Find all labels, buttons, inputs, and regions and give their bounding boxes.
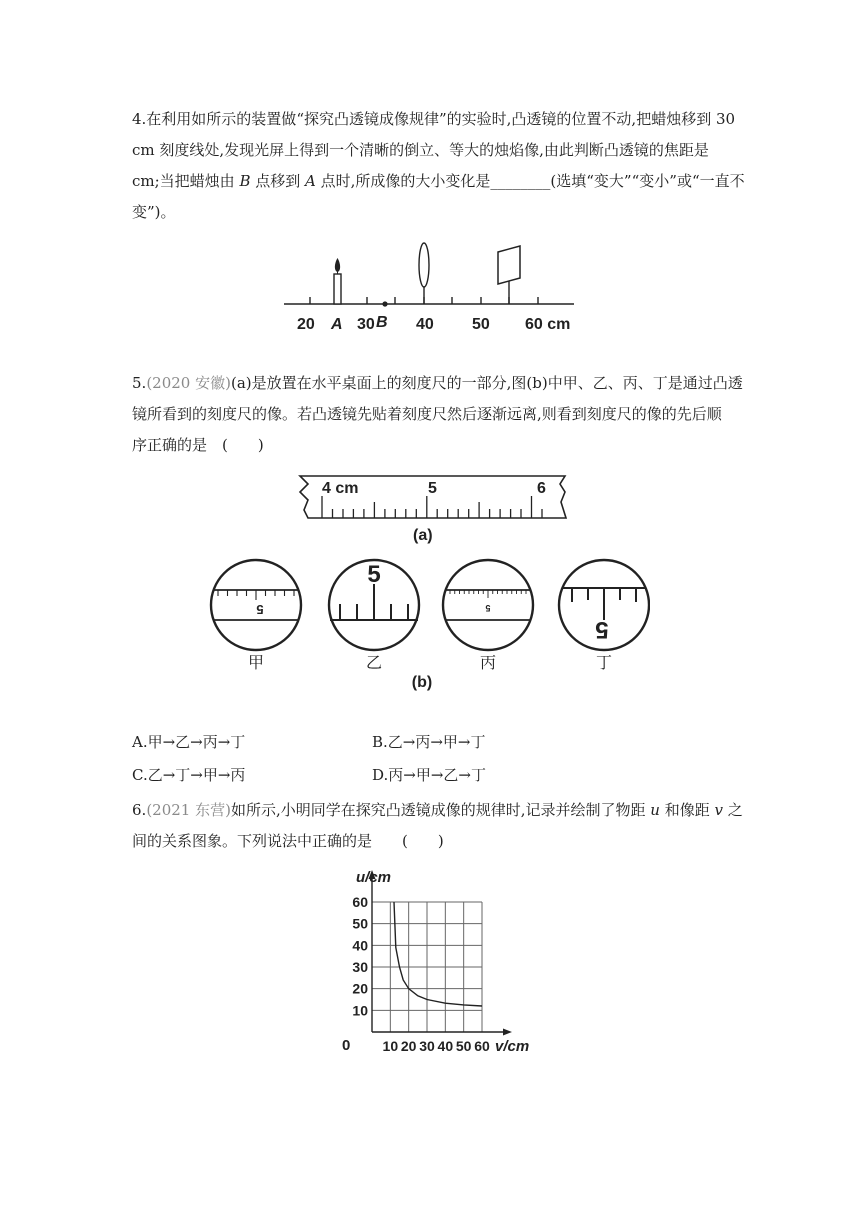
x-tick-label: 60	[474, 1038, 490, 1054]
chart-grid	[372, 902, 482, 1032]
q6-line-2: 间的关系图象。下列说法中正确的是 ( )	[132, 832, 444, 850]
question-6	[132, 795, 743, 857]
q5-number: 5.	[132, 374, 147, 392]
x-tick-label: 10	[382, 1038, 399, 1054]
q6-number: 6.	[132, 801, 147, 819]
q4-line-3-c: 点移到	[250, 172, 306, 190]
point-b-ref: B	[239, 172, 251, 190]
yi-digit: 5	[367, 561, 381, 588]
q6-line-1-a: 如所示,小明同学在探究凸透镜成像的规律时,记录并绘制了物距	[230, 801, 651, 819]
point-a-ref: A	[305, 172, 316, 190]
q4-line-3-e: 点时,所成像的大小变化是________(选填“变大”“变小”或“一直不	[315, 172, 745, 190]
y-tick-label: 60	[352, 894, 368, 910]
option-c[interactable]: C.乙→丁→甲→丙	[132, 766, 246, 784]
x-tick-label: 30	[419, 1038, 435, 1054]
chart-x-label: v/cm	[495, 1038, 530, 1055]
light-screen	[498, 246, 520, 304]
x-axis-arrow	[503, 1029, 512, 1036]
lens-view-yi	[329, 560, 419, 650]
q4-line-3-a: cm;当把蜡烛由	[132, 172, 240, 190]
v-symbol: v	[714, 801, 723, 819]
option-b[interactable]: B.乙→丙→甲→丁	[372, 733, 486, 751]
bench-label-50: 50	[472, 316, 490, 333]
bench-label-30: 30	[357, 316, 375, 333]
bench-label-a: A	[331, 316, 343, 333]
x-tick-label: 40	[437, 1038, 454, 1054]
q6-line-1-c: 之	[722, 801, 743, 819]
x-tick-label: 20	[400, 1038, 417, 1054]
q5-source: (2020 安徽)	[146, 374, 231, 392]
u-symbol: u	[650, 801, 660, 819]
optical-bench-figure	[280, 240, 580, 335]
q5-line-3: 序正确的是 ( )	[132, 436, 264, 454]
q5-line-1-text: (a)是放置在水平桌面上的刻度尺的一部分,图(b)中甲、乙、丙、丁是通过凸透	[230, 374, 743, 392]
bench-label-60: 60 cm	[525, 316, 571, 333]
ruler-caption: (a)	[413, 527, 433, 544]
candle	[334, 258, 341, 304]
y-tick-label: 40	[352, 937, 368, 954]
q4-line-4: 变”)。	[132, 203, 176, 221]
ding-digit-rotated: 5	[595, 616, 609, 643]
y-tick-label: 50	[352, 915, 368, 932]
q4-line-1: 4.在利用如所示的装置做“探究凸透镜成像规律”的实验时,凸透镜的位置不动,把蜡烛移到 30	[132, 110, 736, 128]
q6-line-1	[132, 795, 743, 826]
question-4	[132, 104, 745, 228]
bench-label-20: 20	[297, 316, 315, 333]
ruler-figure	[290, 470, 580, 550]
chart-y-label: u/cm	[356, 869, 392, 886]
bing-digit-rotated: 5	[485, 603, 491, 613]
q5-line-1	[132, 368, 743, 399]
bench-label-b: B	[376, 314, 388, 331]
lens-label-yi: 乙	[365, 655, 383, 672]
ruler-label-6: 6	[537, 480, 546, 497]
convex-lens	[419, 243, 429, 304]
ruler-label-5: 5	[428, 480, 437, 497]
lens-views-figure	[200, 556, 650, 691]
lens-view-jia	[211, 560, 301, 650]
q4-line-2: cm 刻度线处,发现光屏上得到一个清晰的倒立、等大的烛焰像,由此判断凸透镜的焦距是	[132, 141, 709, 159]
jia-digit-rotated: 5	[256, 602, 264, 617]
flame-icon	[335, 258, 340, 272]
y-tick-label: 10	[352, 1002, 368, 1019]
q4-line-3	[132, 166, 745, 197]
y-tick-label: 30	[352, 959, 368, 975]
bench-label-40: 40	[416, 316, 434, 333]
uv-curve	[394, 902, 482, 1006]
chart-tick-labels	[352, 894, 490, 1054]
lens-views-caption: (b)	[411, 674, 433, 691]
option-a[interactable]: A.甲→乙→丙→丁	[132, 733, 246, 751]
x-tick-label: 50	[455, 1038, 472, 1054]
option-d[interactable]: D.丙→甲→乙→丁	[372, 766, 486, 784]
lens-label-ding: 丁	[595, 655, 613, 672]
q5-line-2: 镜所看到的刻度尺的像。若凸透镜先贴着刻度尺然后逐渐远离,则看到刻度尺的像的先后顺	[132, 405, 722, 423]
q6-line-1-b: 和像距	[659, 801, 715, 819]
uv-chart	[330, 862, 540, 1062]
lens-label-jia: 甲	[247, 655, 265, 672]
point-b-marker	[382, 301, 387, 306]
chart-origin-label: 0	[342, 1037, 351, 1054]
q6-source: (2021 东营)	[146, 801, 231, 819]
lens-label-bing: 丙	[479, 655, 497, 672]
lens-view-ding	[559, 560, 649, 650]
lens-view-bing	[443, 560, 533, 650]
y-tick-label: 20	[352, 980, 368, 997]
ruler-label-4cm: 4 cm	[322, 480, 359, 497]
question-5	[132, 368, 743, 461]
